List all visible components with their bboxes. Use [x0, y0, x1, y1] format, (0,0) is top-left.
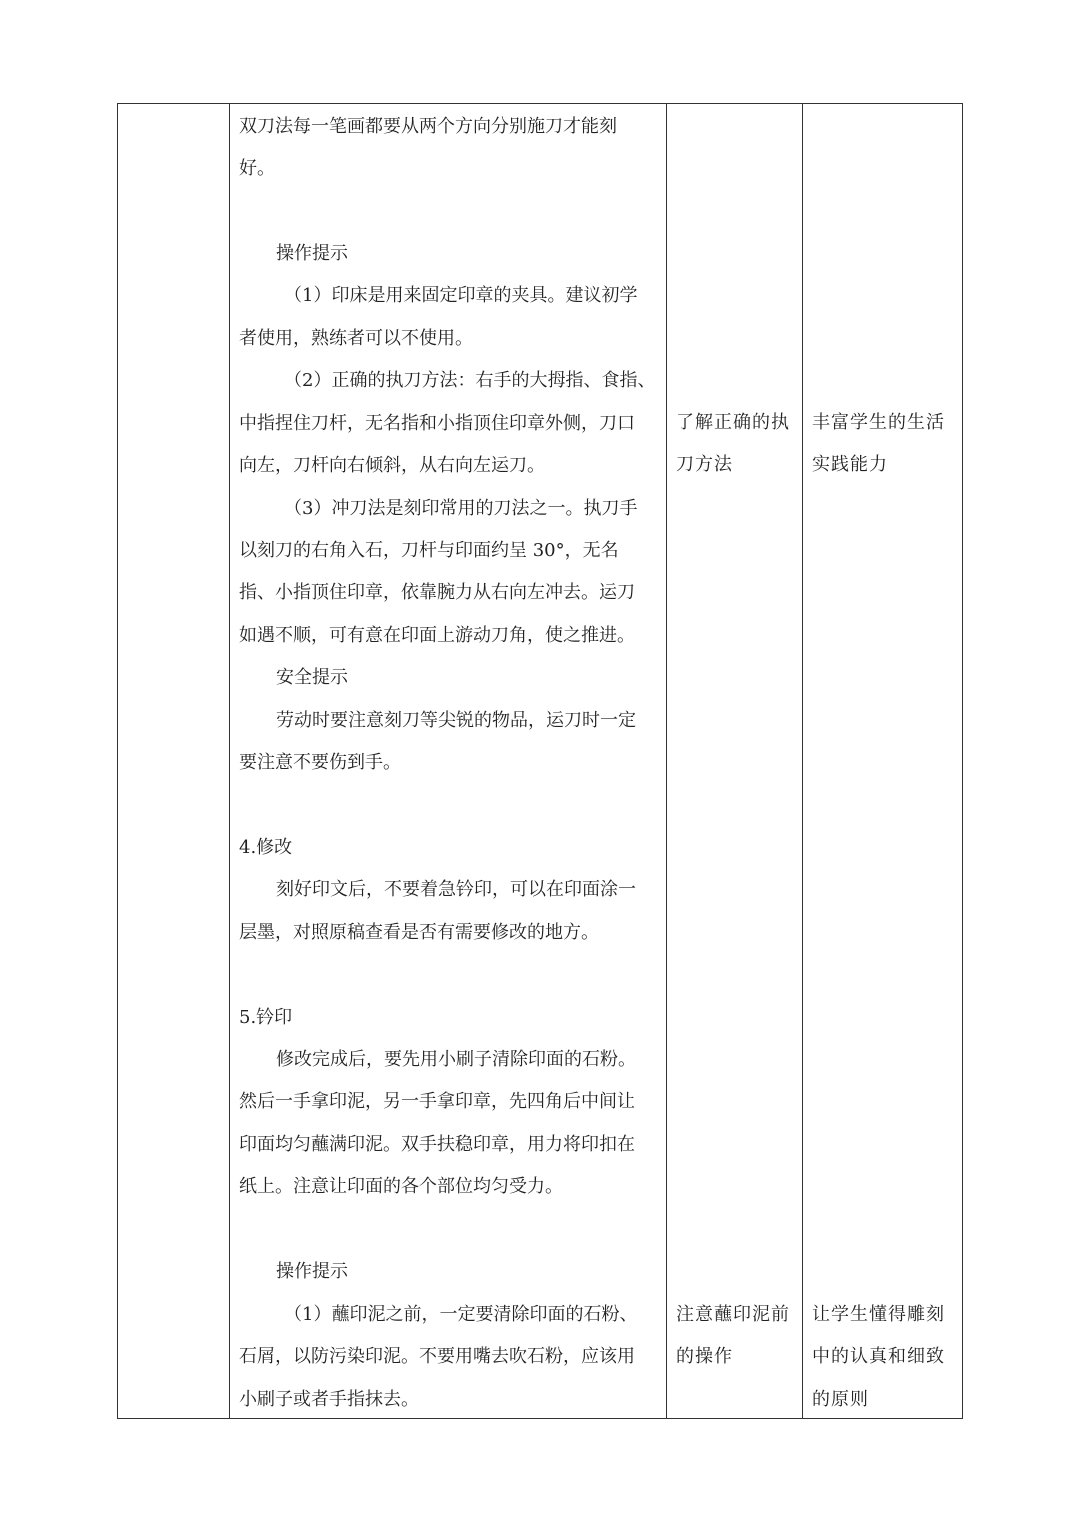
text-line: 劳动时要注意刻刀等尖锐的物品，运刀时一定	[276, 710, 636, 731]
intent-cell	[802, 104, 962, 1418]
text-line: 的操作	[676, 1346, 733, 1367]
text-line: 刻好印文后，不要着急钤印，可以在印面涂一	[276, 879, 636, 900]
stage-cell	[118, 104, 229, 1418]
text-line: 修改完成后，要先用小刷子清除印面的石粉。	[276, 1049, 636, 1070]
lesson-table	[117, 103, 963, 1419]
section-heading: 5.钤印	[239, 1007, 293, 1028]
content-cell	[229, 104, 666, 1418]
text-line: （1）蘸印泥之前，一定要清除印面的石粉、	[284, 1304, 638, 1325]
text-line: （3）冲刀法是刻印常用的刀法之一。执刀手	[284, 498, 638, 519]
text-line: 让学生懂得雕刻	[812, 1304, 945, 1325]
text-line: 向左，刀杆向右倾斜，从右向左运刀。	[239, 455, 545, 476]
section-heading: 操作提示	[276, 1261, 348, 1282]
activity-cell	[666, 104, 802, 1418]
section-heading: 安全提示	[276, 667, 348, 688]
text-line: 石屑，以防污染印泥。不要用嘴去吹石粉，应该用	[239, 1346, 635, 1367]
text-line: 以刻刀的右角入石，刀杆与印面约呈 30°，无名	[239, 540, 619, 561]
text-line: 的原则	[812, 1389, 869, 1410]
section-heading: 操作提示	[276, 243, 348, 264]
text-line: 印面均匀蘸满印泥。双手扶稳印章，用力将印扣在	[239, 1134, 635, 1155]
text-line: 注意蘸印泥前	[676, 1304, 790, 1325]
text-line: 刀方法	[676, 454, 733, 475]
text-line: 者使用，熟练者可以不使用。	[239, 328, 473, 349]
text-line: （1）印床是用来固定印章的夹具。建议初学	[284, 285, 638, 306]
section-heading: 4.修改	[239, 837, 293, 858]
text-line: 小刷子或者手指抹去。	[239, 1389, 419, 1410]
text-line: 双刀法每一笔画都要从两个方向分别施刀才能刻	[239, 116, 617, 137]
text-line: 中指捏住刀杆，无名指和小指顶住印章外侧，刀口	[239, 413, 635, 434]
text-line: 好。	[239, 158, 275, 179]
text-line: 指、小指顶住印章，依靠腕力从右向左冲去。运刀	[239, 582, 635, 603]
text-line: 层墨，对照原稿查看是否有需要修改的地方。	[239, 922, 599, 943]
text-line: （2）正确的执刀方法：右手的大拇指、食指、	[284, 370, 656, 391]
text-line: 中的认真和细致	[812, 1346, 945, 1367]
text-line: 要注意不要伤到手。	[239, 752, 401, 773]
text-line: 实践能力	[812, 454, 888, 475]
text-line: 如遇不顺，可有意在印面上游动刀角，使之推进。	[239, 625, 635, 646]
text-line: 然后一手拿印泥，另一手拿印章，先四角后中间让	[239, 1091, 635, 1112]
text-line: 丰富学生的生活	[812, 412, 945, 433]
text-line: 纸上。注意让印面的各个部位均匀受力。	[239, 1176, 563, 1197]
text-line: 了解正确的执	[676, 412, 790, 433]
